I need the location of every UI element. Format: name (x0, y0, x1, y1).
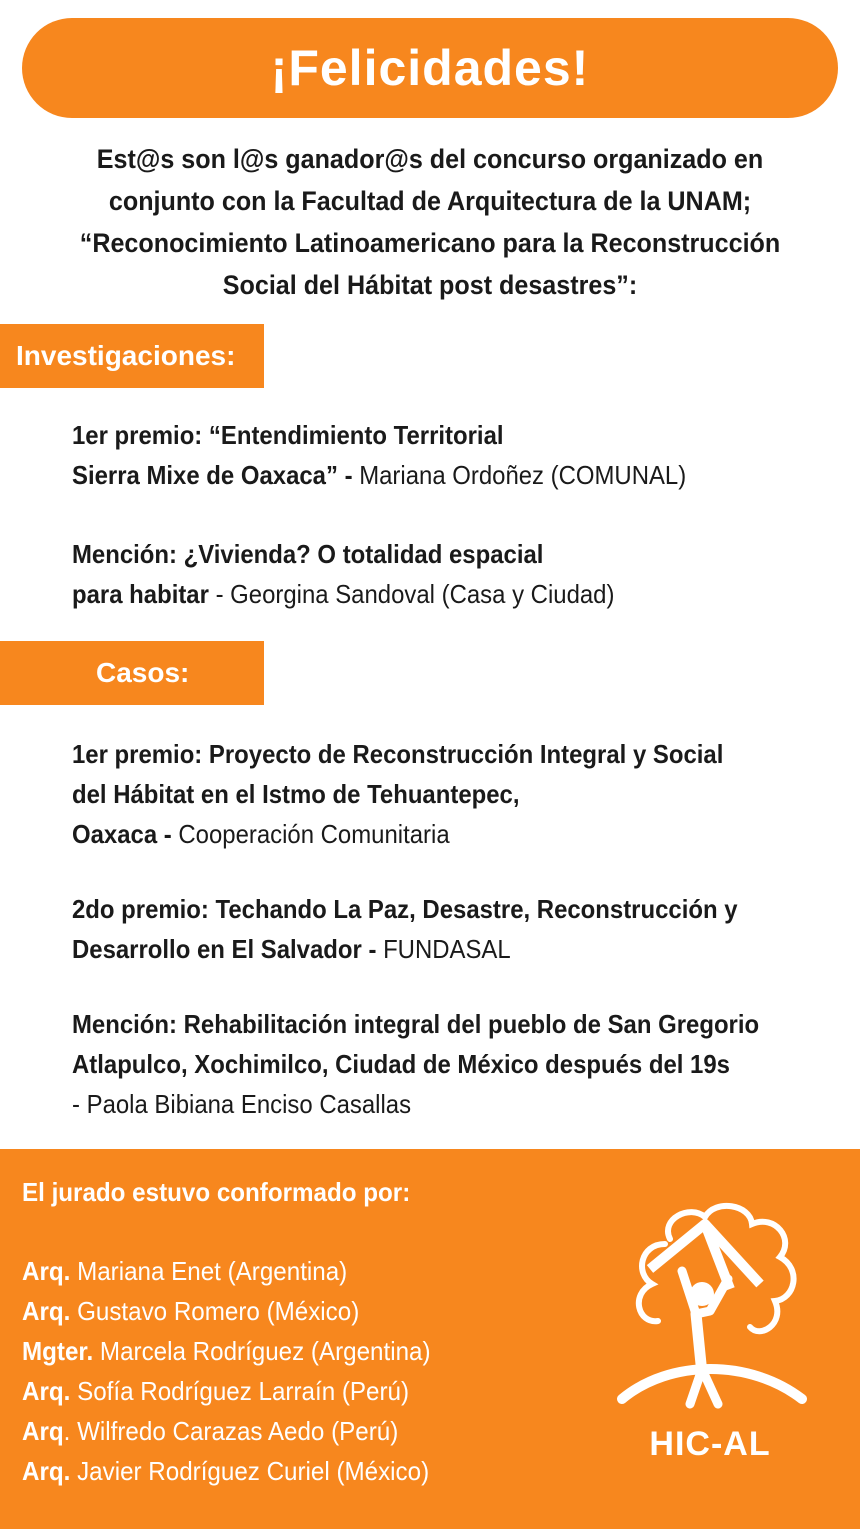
intro-text (30, 138, 830, 306)
entry-title: Oaxaca - (72, 819, 172, 849)
entry-title: Mención: Rehabilitación integral del pueblo de San Gregorio (72, 1009, 760, 1039)
entry-title: Desarrollo en El Salvador - (72, 934, 377, 964)
entry-title: Sierra Mixe de Oaxaca” - (72, 460, 353, 490)
jury-member (22, 1291, 431, 1331)
jury-member-title: Arq. (22, 1256, 71, 1286)
entry-author: Cooperación Comunitaria (171, 819, 450, 849)
jury-member (22, 1451, 431, 1491)
jury-list (22, 1251, 431, 1491)
jury-title: El jurado estuvo conformado por: (22, 1177, 411, 1207)
hic-al-logo (610, 1199, 810, 1463)
entry-author: FUNDASAL (376, 934, 511, 964)
intro-line: “Reconocimiento Latinoamericano para la Reconstrucción (79, 228, 781, 258)
section-heading-casos: Casos: (0, 641, 264, 705)
entry-title: 2do premio: Techando La Paz, Desastre, Reconstrucción y (72, 894, 738, 924)
page-title: ¡Felicidades! (270, 40, 590, 96)
jury-member-title: Arq. (22, 1456, 71, 1486)
section-heading-investigaciones: Investigaciones: (0, 324, 264, 388)
entry-author: Mariana Ordoñez (COMUNAL) (352, 460, 687, 490)
entry-title: Atlapulco, Xochimilco, Ciudad de México después del 19s (72, 1049, 730, 1079)
jury-member (22, 1251, 431, 1291)
jury-member (22, 1411, 431, 1451)
intro-line: conjunto con la Facultad de Arquitectura de la UNAM; (108, 186, 752, 216)
jury-member-name: Sofía Rodríguez Larraín (Perú) (70, 1376, 410, 1406)
entry-author: - Georgina Sandoval (Casa y Ciudad) (208, 579, 615, 609)
investigacion-entry-1 (72, 415, 686, 495)
jury-member-name: Javier Rodríguez Curiel (México) (70, 1456, 430, 1486)
jury-member-name: Mariana Enet (Argentina) (70, 1256, 348, 1286)
jury-member-title: Mgter. (22, 1336, 94, 1366)
jury-member-title: Arq. (22, 1296, 71, 1326)
intro-line: Social del Hábitat post desastres”: (222, 270, 638, 300)
header-banner (22, 18, 838, 118)
intro-line: Est@s son l@s ganador@s del concurso organizado en (96, 144, 764, 174)
caso-entry-1 (72, 734, 723, 854)
jury-member-name: . Wilfredo Carazas Aedo (Perú) (63, 1416, 399, 1446)
entry-title: 1er premio: Proyecto de Reconstrucción Integral y Social (72, 739, 724, 769)
jury-member-name: Marcela Rodríguez (Argentina) (93, 1336, 431, 1366)
entry-author: - Paola Bibiana Enciso Casallas (72, 1089, 412, 1119)
jury-member (22, 1371, 431, 1411)
entry-title: 1er premio: “Entendimiento Territorial (72, 420, 504, 450)
investigacion-entry-2 (72, 534, 614, 614)
jury-panel (0, 1149, 860, 1529)
jury-member-title: Arq. (22, 1376, 71, 1406)
entry-title: para habitar (72, 579, 209, 609)
jury-member (22, 1331, 431, 1371)
jury-member-title: Arq (22, 1416, 64, 1446)
jury-member-name: Gustavo Romero (México) (70, 1296, 360, 1326)
person-house-tree-icon (610, 1199, 810, 1419)
entry-title: Mención: ¿Vivienda? O totalidad espacial (72, 539, 544, 569)
caso-entry-2 (72, 889, 738, 969)
entry-title: del Hábitat en el Istmo de Tehuantepec, (72, 779, 520, 809)
logo-text: HIC-AL (649, 1425, 771, 1463)
caso-entry-3 (72, 1004, 759, 1124)
